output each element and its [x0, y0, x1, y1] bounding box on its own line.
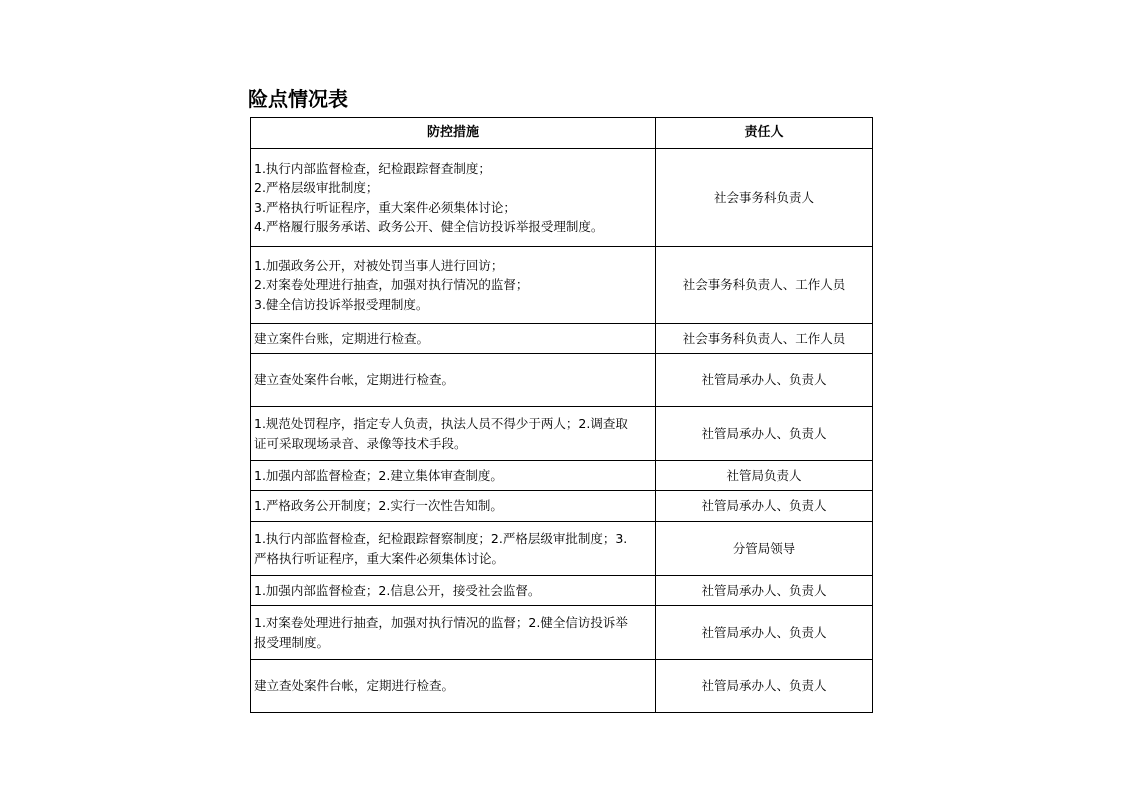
table-row — [251, 247, 873, 324]
measure-line: 1.加强内部监督检查；2.建立集体审查制度。 — [254, 467, 503, 483]
measure-cell — [251, 606, 656, 660]
header-owner: 责任人 — [656, 118, 873, 149]
owner-cell: 社管局承办人、负责人 — [656, 660, 873, 713]
measure-cell — [251, 660, 656, 713]
header-measures: 防控措施 — [251, 118, 656, 149]
measure-line: 1.对案卷处理进行抽查，加强对执行情况的监督；2.健全信访投诉举 — [254, 615, 628, 630]
measure-line: 证可采取现场录音、录像等技术手段。 — [254, 435, 467, 451]
owner-cell: 社会事务科负责人 — [656, 149, 873, 247]
measure-cell — [251, 324, 656, 354]
measure-line: 3.严格执行听证程序，重大案件必须集体讨论； — [254, 199, 516, 215]
measure-line: 1.严格政务公开制度；2.实行一次性告知制。 — [254, 498, 503, 514]
table-row — [251, 354, 873, 407]
owner-cell: 社管局承办人、负责人 — [656, 576, 873, 606]
table-row — [251, 660, 873, 713]
table-row — [251, 491, 873, 522]
owner-cell: 社管局负责人 — [656, 461, 873, 491]
measure-cell — [251, 354, 656, 407]
owner-cell: 社会事务科负责人、工作人员 — [656, 247, 873, 324]
measure-cell — [251, 491, 656, 522]
measure-line: 建立查处案件台帐，定期进行检查。 — [254, 678, 455, 694]
measure-line: 建立案件台账，定期进行检查。 — [254, 330, 430, 346]
measure-cell — [251, 461, 656, 491]
measure-cell — [251, 407, 656, 461]
table-row — [251, 407, 873, 461]
measure-line: 报受理制度。 — [254, 634, 330, 650]
measure-cell — [251, 576, 656, 606]
measure-line: 3.健全信访投诉举报受理制度。 — [254, 296, 429, 312]
measure-line: 1.执行内部监督检查，纪检跟踪督察制度；2.严格层级审批制度；3. — [254, 531, 628, 546]
measure-cell — [251, 149, 656, 247]
table-row — [251, 149, 873, 247]
owner-cell: 社管局承办人、负责人 — [656, 491, 873, 522]
measure-line: 1.加强政务公开，对被处罚当事人进行回访； — [254, 257, 504, 273]
measure-line: 2.严格层级审批制度； — [254, 180, 379, 195]
measure-line: 1.规范处罚程序，指定专人负责，执法人员不得少于两人；2.调查取 — [254, 416, 628, 431]
table-row — [251, 461, 873, 491]
measure-cell — [251, 522, 656, 576]
measure-line: 建立查处案件台帐，定期进行检查。 — [254, 372, 455, 388]
table-row — [251, 576, 873, 606]
page-title: 险点情况表 — [248, 87, 348, 111]
owner-cell: 社管局承办人、负责人 — [656, 354, 873, 407]
measure-cell — [251, 247, 656, 324]
table-row — [251, 324, 873, 354]
risk-measures-table — [250, 117, 873, 713]
owner-cell: 社管局承办人、负责人 — [656, 606, 873, 660]
table-header-row — [251, 118, 873, 149]
measure-line: 严格执行听证程序，重大案件必须集体讨论。 — [254, 550, 505, 566]
measure-line: 1.执行内部监督检查，纪检跟踪督查制度； — [254, 160, 491, 176]
measure-line: 1.加强内部监督检查；2.信息公开，接受社会监督。 — [254, 582, 541, 598]
measure-line: 4.严格履行服务承诺、政务公开、健全信访投诉举报受理制度。 — [254, 219, 604, 234]
measure-line: 2.对案卷处理进行抽查，加强对执行情况的监督； — [254, 277, 529, 293]
owner-cell: 分管局领导 — [656, 522, 873, 576]
table-row — [251, 606, 873, 660]
owner-cell: 社管局承办人、负责人 — [656, 407, 873, 461]
table-row — [251, 522, 873, 576]
owner-cell: 社会事务科负责人、工作人员 — [656, 324, 873, 354]
